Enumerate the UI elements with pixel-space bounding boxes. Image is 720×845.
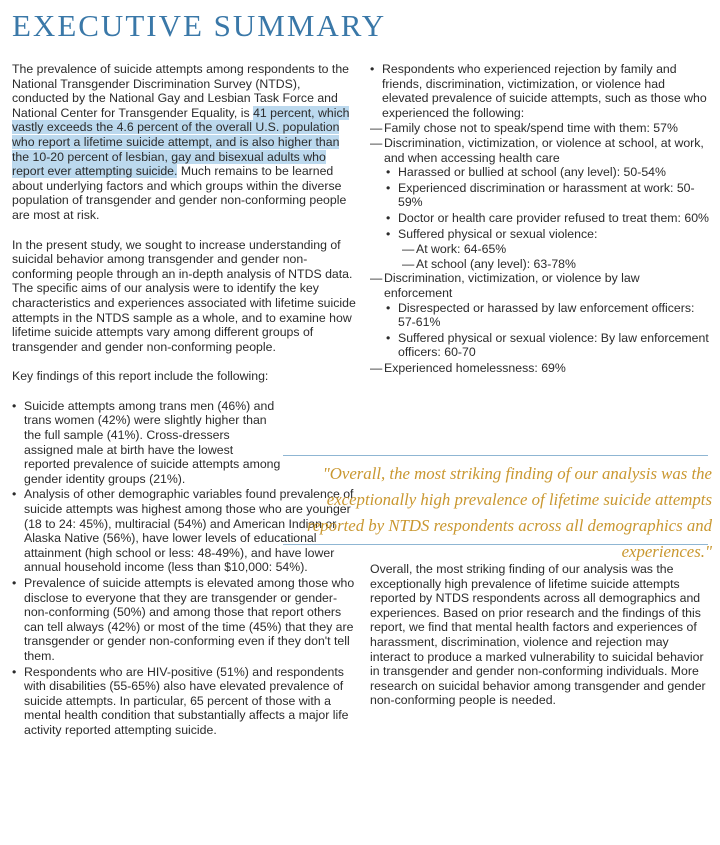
- list-item: • Experienced discrimination or harassment at work: 50-59%: [386, 181, 710, 210]
- quote-rule-bottom: [283, 544, 708, 545]
- list-item: • Doctor or health care provider refused to treat them: 60%: [386, 211, 710, 226]
- key-findings-list: [12, 399, 357, 738]
- intro-paragraph: [12, 62, 357, 223]
- intro-text: The prevalence of suicide attempts among respondents to the National Transgender Discrimination Survey (NTDS), conducted by the National Gay and Lesbian Task Force and National Center for Transgender Equality, is: [12, 62, 349, 120]
- pull-quote: "Overall, the most striking finding of our analysis was the exceptionally high prevalence of lifetime suicide attempts reported by NTDS respondents across all demographics and experiences.": [306, 464, 712, 561]
- conclusion-paragraph: Overall, the most striking finding of our analysis was the exceptionally high prevalence of lifetime suicide attempts reported by NTDS respondents across all demographics and experiences. Based on prior research and the findings of this report, we find that mental health factors and experiences of harassment, discrimination, violence and rejection may interact to produce a marked vulnerability to suicidal behavior in transgender and gender non-conforming individuals. More research on suicidal behavior among transgender and gender non-conforming people is needed.: [370, 562, 706, 708]
- list-item: • Respondents who are HIV-positive (51%) and respondents with disabilities (55-65%) also have elevated prevalence of suicide attempts. In particular, 65 percent of those with a mental health condition that substantially affects a major life activity reported attempting suicide.: [12, 665, 357, 738]
- quote-rule-top: [283, 455, 708, 456]
- left-column: [12, 62, 357, 739]
- homelessness-item: — Experienced homelessness: 69%: [370, 361, 710, 376]
- family-item: — Family chose not to speak/spend time with them: 57%: [370, 121, 710, 136]
- school-items-list: [386, 165, 710, 241]
- list-item: • Suicide attempts among trans men (46%) and trans women (42%) were slightly higher than the full sample (41%). Cross-dressers assigned male at birth have the lowest reported prevalence of suicide attempts among gender identity groups (21%).: [12, 399, 282, 487]
- list-item: • Harassed or bullied at school (any level): 50-54%: [386, 165, 710, 180]
- aims-paragraph: In the present study, we sought to increase understanding of suicidal behavior among transgender and gender non-conforming people through an in-depth analysis of NTDS data. The specific aims of our analysis were to identify the key characteristics and experiences associated with lifetime suicide attempts in the NTDS sample as a whole, and to examine how lifetime suicide attempts vary among different groups of transgender and gender non-conforming people.: [12, 237, 356, 354]
- intro-text-cont: Much remains to be learned about underlying factors and which groups within the diverse population of transgender and gender non-conforming people are most at risk.: [12, 164, 347, 222]
- right-column: [370, 62, 710, 375]
- discrimination-law-item: — Discrimination, victimization, or violence by law enforcement: [370, 271, 710, 300]
- list-item: • Prevalence of suicide attempts is elevated among those who disclose to everyone that they are transgender or gender-non-conforming (50%) and among those that report others can tell always (42%) or most of the time (45%) that they are transgender or gender non-conforming even if they don't tell them.: [12, 576, 357, 664]
- discrimination-school-item: — Discrimination, victimization, or violence at school, at work, and when accessing health care: [370, 136, 710, 165]
- law-items-list: [386, 301, 710, 360]
- page-title: EXECUTIVE SUMMARY: [12, 8, 387, 43]
- list-item: • Suffered physical or sexual violence: By law enforcement officers: 60-70: [386, 331, 710, 360]
- key-findings-heading: Key findings of this report include the following:: [12, 369, 269, 384]
- list-item: • Analysis of other demographic variables found prevalence of suicide attempts was highest among those who are younger (18 to 24: 45%), multiracial (54%) and American Indian or Alaska Native (56%), have lower levels of educational attainment (high school or less: 48-49%), and have lower annual household income (less than $10,000: 54%).: [12, 487, 357, 575]
- rejection-list: [370, 62, 710, 120]
- highlighted-text: 41 percent, which vastly exceeds the 4.6 percent of the overall U.S. population who report a lifetime suicide attempt, and is also higher than the 10-20 percent of lesbian, gay and bisexual adults who report ever attempting suicide.: [12, 105, 350, 179]
- list-item: • Respondents who experienced rejection by family and friends, discrimination, victimization, or violence had elevated prevalence of suicide attempts, such as those who experienced the following:: [370, 62, 710, 120]
- violence-work-item: — At work: 64-65%: [402, 242, 710, 257]
- violence-school-item: — At school (any level): 63-78%: [402, 257, 710, 272]
- list-item: • Suffered physical or sexual violence:: [386, 227, 710, 242]
- list-item: • Disrespected or harassed by law enforcement officers: 57-61%: [386, 301, 710, 330]
